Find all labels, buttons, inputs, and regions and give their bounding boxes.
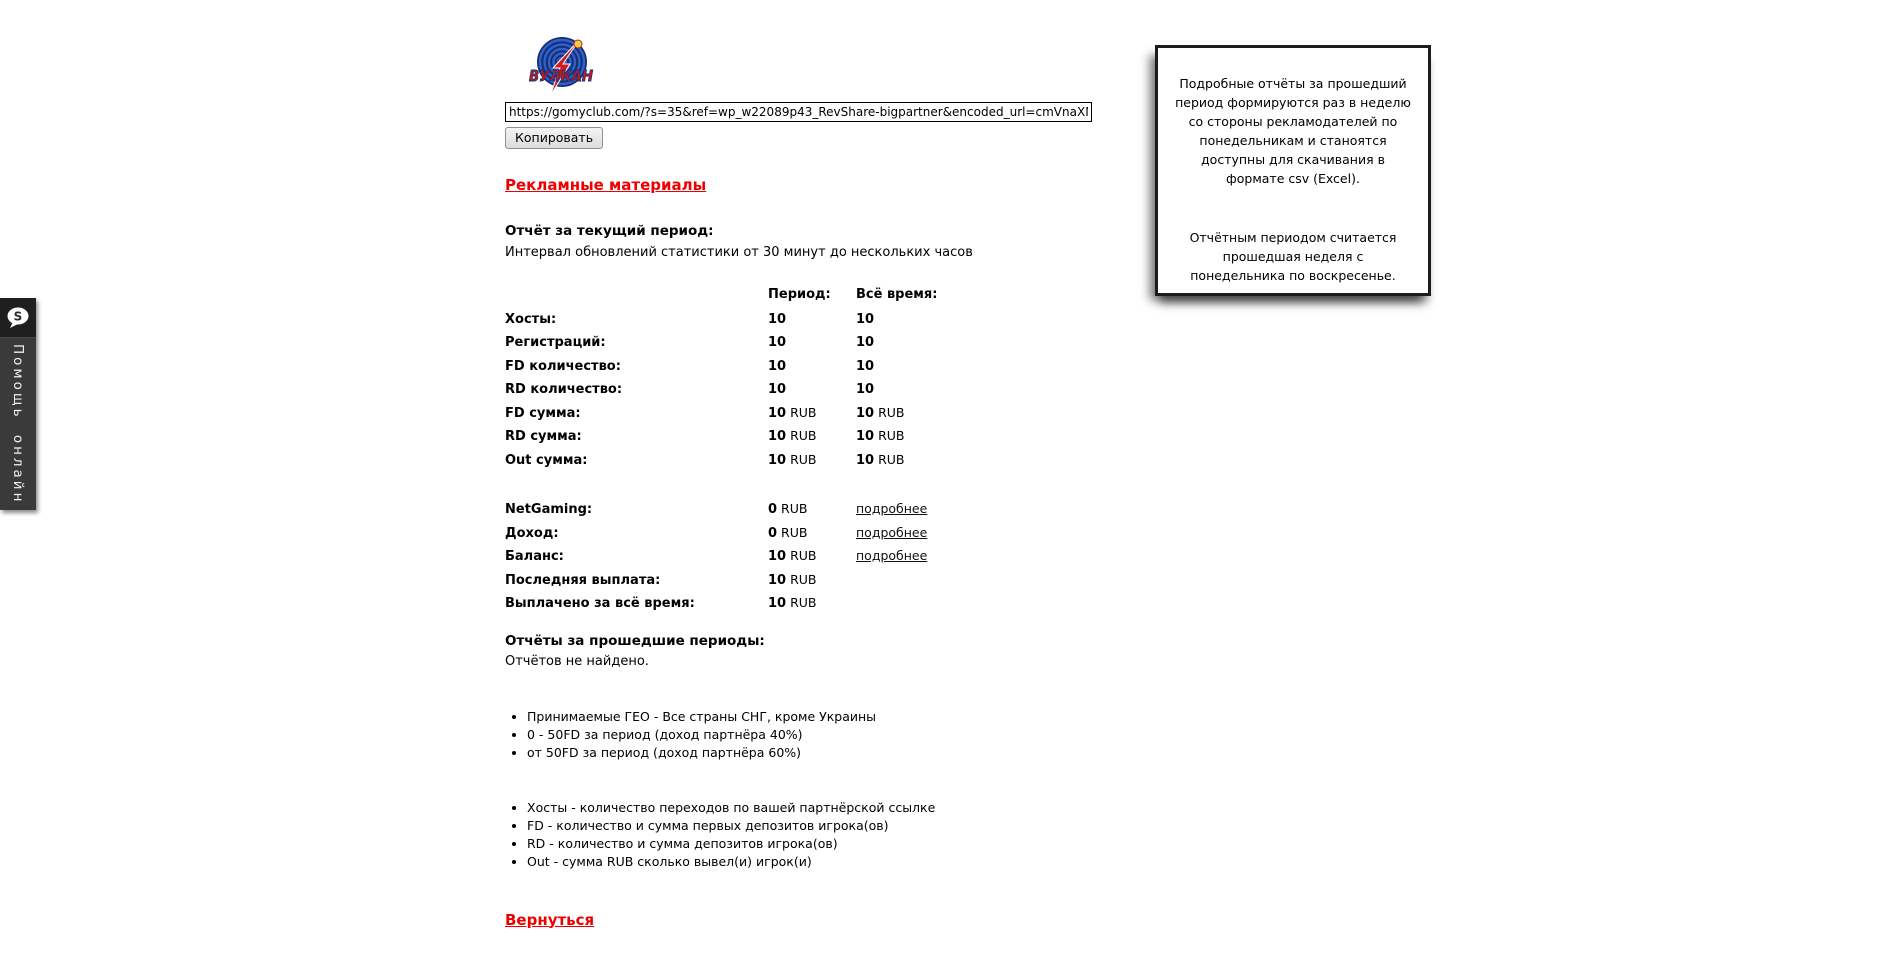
promo-materials-link[interactable]: Рекламные материалы: [505, 176, 707, 194]
table-row: Регистраций: 10 10: [505, 335, 875, 350]
list-item: • 0 - 50FD за период (доход партнёра 40%): [527, 726, 1125, 744]
main-content: [505, 36, 1125, 929]
past-reports-empty: Отчётов не найдено.: [505, 653, 649, 669]
table-row: Доход: 0 RUB подробнее: [505, 524, 928, 541]
column-period: Период:: [768, 287, 831, 302]
copy-button[interactable]: Копировать: [505, 127, 603, 149]
table-header-row: [505, 287, 1125, 311]
list-item: • FD - количество и сумма первых депозитов игрока(ов): [527, 817, 1125, 835]
back-link[interactable]: Вернуться: [505, 910, 595, 929]
current-report-subtitle: Интервал обновлений статистики от 30 минут до нескольких часов: [505, 245, 973, 260]
list-item: • Out - сумма RUB сколько вывел(и) игрок(и): [527, 853, 1125, 871]
logo-wordmark: ВУЛКАН: [529, 67, 594, 85]
current-report-title: Отчёт за текущий период:: [505, 223, 714, 239]
table-row: Out сумма: 10 RUB 10 RUB: [505, 451, 905, 468]
details-link-netgaming[interactable]: подробнее: [856, 501, 928, 516]
table-row: RD сумма: 10 RUB 10 RUB: [505, 428, 905, 444]
help-online-label: Помощь онлайн: [10, 343, 26, 505]
help-online-tab[interactable]: [0, 298, 36, 510]
table-row: RD количество: 10 10: [505, 382, 875, 397]
svg-text:S: S: [13, 309, 23, 323]
table-row: Баланс: 10 RUB подробнее: [505, 548, 928, 564]
logo-star: [574, 40, 582, 48]
table-row: Последняя выплата: 10 RUB: [505, 571, 817, 588]
info-paragraph-2: Отчётным периодом считается прошедшая неделя с понедельника по воскресенье.: [1189, 230, 1397, 283]
vulkan-logo: [526, 36, 596, 98]
table-row: Выплачено за всё время: 10 RUB: [505, 595, 817, 611]
chat-bubble-icon: [5, 306, 31, 330]
weekly-reports-info-box: [1155, 45, 1431, 296]
stats-table: [505, 287, 1125, 619]
chat-widget-button[interactable]: [0, 298, 36, 338]
list-item: • от 50FD за период (доход партнёра 60%): [527, 744, 1125, 762]
table-row: NetGaming: 0 RUB подробнее: [505, 501, 928, 517]
past-reports-title: Отчёты за прошедшие периоды:: [505, 632, 765, 649]
table-row: FD количество: 10 10: [505, 358, 875, 374]
list-item: • RD - количество и сумма депозитов игрока(ов): [527, 835, 1125, 853]
details-link-balance[interactable]: подробнее: [856, 548, 928, 563]
info-paragraph-1: Подробные отчёты за прошедший период формируются раз в неделю со стороны рекламодателей по понедельникам и станоятся доступны для скачивания в формате csv (Excel).: [1175, 76, 1411, 186]
list-item: • Принимаемые ГЕО - Все страны СНГ, кроме Украины: [527, 708, 1125, 726]
list-item: • Хосты - количество переходов по вашей партнёрской ссылке: [527, 799, 1125, 817]
help-online-label-area[interactable]: [0, 338, 36, 510]
details-link-income[interactable]: подробнее: [856, 524, 928, 540]
table-row: Хосты: 10 10: [505, 311, 875, 327]
column-all-time: Всё время:: [856, 287, 938, 302]
terms-list: [505, 708, 1125, 762]
referral-url-input[interactable]: [505, 102, 1092, 122]
table-row: FD сумма: 10 RUB 10 RUB: [505, 404, 905, 421]
glossary-list: [505, 799, 1125, 871]
